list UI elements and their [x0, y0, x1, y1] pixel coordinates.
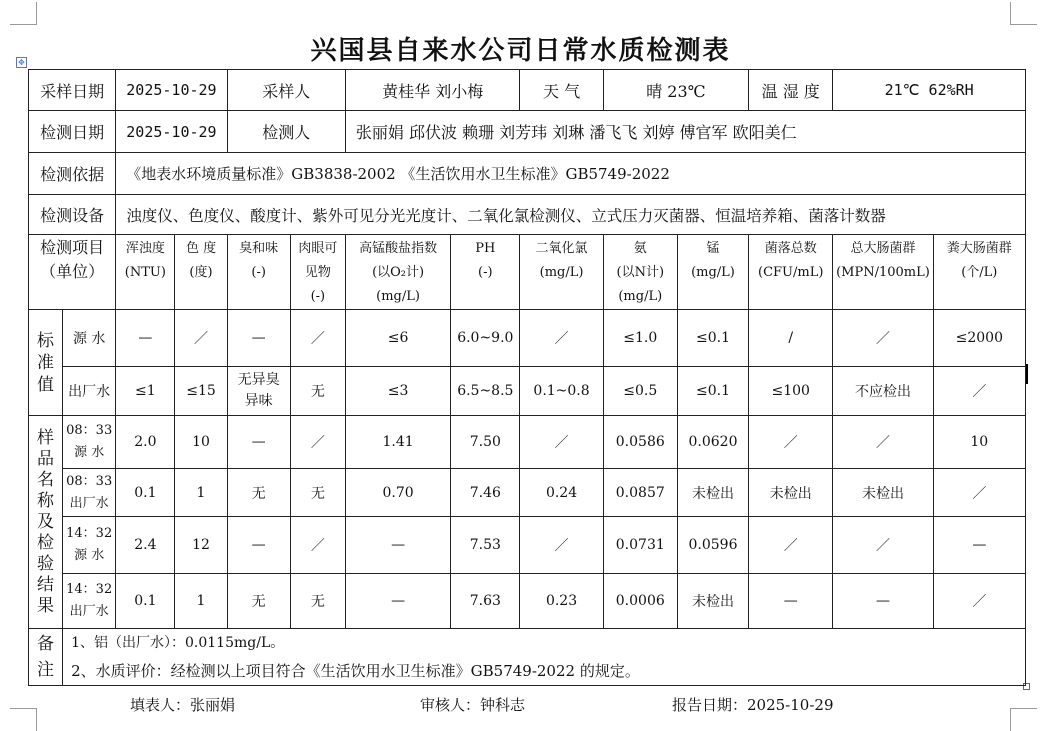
result-cell: 0.24 [520, 469, 603, 517]
sample-row-name [63, 574, 116, 629]
result-cell: ／ [833, 517, 933, 574]
column-header-unit: (mg/L) [539, 265, 584, 280]
result-cell: 无 [290, 469, 345, 517]
result-cell: ／ [520, 416, 603, 469]
column-header-name: 高锰酸盐指数 [359, 241, 438, 256]
result-cell: 0.0006 [603, 574, 677, 629]
vertical-label-text: 备注 [37, 634, 55, 680]
standard-cell: ≤0.5 [603, 367, 677, 416]
sampler-label: 采样人 [227, 70, 345, 111]
sample-row [29, 574, 1026, 629]
column-header-unit: (-) [310, 289, 326, 304]
standard-row [29, 310, 1026, 367]
page-corner-mark [10, 708, 37, 731]
column-header [175, 235, 227, 310]
result-cell: ／ [749, 416, 833, 469]
column-header-unit: (mg/L) [691, 265, 735, 280]
result-cell: — [345, 517, 450, 574]
sample-row-name [63, 517, 116, 574]
result-cell: ／ [933, 574, 1025, 629]
page-corner-mark [1010, 708, 1037, 731]
weather-value: 晴 23℃ [603, 70, 748, 111]
test-basis-label: 检测依据 [29, 153, 116, 195]
sample-time: 08：33 [66, 423, 113, 438]
standard-cell: ≤3 [345, 367, 450, 416]
standard-cell: 6.5~8.5 [451, 367, 520, 416]
sample-time: 14：32 [66, 526, 113, 541]
sample-row [29, 517, 1026, 574]
column-header [933, 235, 1025, 310]
remark-line: 1、铝（出厂水）：0.0115mg/L。 [71, 635, 285, 651]
column-header [345, 235, 450, 310]
column-header-name: 锰 [706, 241, 720, 256]
weather-label: 天 气 [520, 70, 603, 111]
column-header-unit: (以N计) [616, 265, 665, 280]
column-header-unit: (-) [478, 265, 493, 280]
table-row [29, 70, 1026, 111]
testers-value: 张丽娟 邱伏波 赖珊 刘芳玮 刘琳 潘飞飞 刘婷 傅官军 欧阳美仁 [345, 111, 1025, 153]
result-cell: 未检出 [677, 574, 748, 629]
column-header-unit: (NTU) [124, 265, 166, 280]
column-header-name: PH [475, 241, 496, 256]
test-date-value: 2025-10-29 [116, 111, 227, 153]
result-cell: 未检出 [833, 469, 933, 517]
vertical-label-text: 样品名称及检验结果 [37, 427, 55, 616]
page-corner-mark [1010, 2, 1037, 25]
result-cell: 0.0731 [603, 517, 677, 574]
test-date-label: 检测日期 [29, 111, 116, 153]
standard-cell: ≤15 [175, 367, 227, 416]
standard-cell: ／ [833, 310, 933, 367]
standard-cell: 6.0~9.0 [451, 310, 520, 367]
standard-cell-text: 无异臭异味 [237, 372, 280, 409]
result-cell: 0.23 [520, 574, 603, 629]
sample-time: 14：32 [66, 582, 113, 597]
column-header-unit: (mg/L) [618, 289, 663, 304]
standard-cell: ／ [520, 310, 603, 367]
column-header [520, 235, 603, 310]
column-header-unit: (度) [189, 265, 213, 280]
standard-cell [227, 367, 290, 416]
standard-cell: ／ [175, 310, 227, 367]
standard-cell: ≤1.0 [603, 310, 677, 367]
result-cell: 0.0596 [677, 517, 748, 574]
standard-cell: 不应检出 [833, 367, 933, 416]
standard-cell: ≤6 [345, 310, 450, 367]
vertical-label-text: 标准值 [37, 330, 55, 395]
result-cell: 无 [290, 574, 345, 629]
column-header-unit: (mg/L) [376, 289, 420, 304]
result-cell: 0.0620 [677, 416, 748, 469]
sample-section-label [29, 416, 63, 629]
result-cell: 7.46 [451, 469, 520, 517]
test-equipment-value: 浊度仪、色度仪、酸度计、紫外可见分光光度计、二氧化氯检测仪、立式压力灭菌器、恒温培养箱、菌落计数器 [116, 195, 1026, 235]
column-header-unit: (CFU/mL) [758, 265, 824, 280]
result-cell: — [833, 574, 933, 629]
result-cell: ／ [833, 416, 933, 469]
standard-row-name: 出厂水 [63, 367, 116, 416]
sample-type: 源 水 [74, 445, 105, 460]
column-header-name: 浑浊度 [125, 241, 165, 256]
sampler-value: 黄桂华 刘小梅 [345, 70, 520, 111]
result-cell: 1 [175, 469, 227, 517]
temp-humidity-value: 21℃ 62%RH [833, 70, 1026, 111]
page-corner-mark [10, 2, 37, 25]
standard-cell: ≤2000 [933, 310, 1025, 367]
result-cell: — [345, 574, 450, 629]
result-cell: 1 [175, 574, 227, 629]
result-cell: 无 [227, 469, 290, 517]
column-header-name: 肉眼可 [298, 241, 338, 256]
result-cell: 2.0 [116, 416, 175, 469]
column-header [677, 235, 748, 310]
remarks-content [63, 629, 1026, 686]
standard-cell: 无 [290, 367, 345, 416]
standard-cell: / [749, 310, 833, 367]
column-header [749, 235, 833, 310]
standard-cell: — [227, 310, 290, 367]
remark-line: 2、水质评价：经检测以上项目符合《生活饮用水卫生标准》GB5749-2022 的规定。 [71, 662, 640, 680]
result-cell: ／ [290, 416, 345, 469]
table-row [29, 195, 1026, 235]
sample-row-name [63, 469, 116, 517]
standard-cell: ／ [933, 367, 1025, 416]
result-cell: 2.4 [116, 517, 175, 574]
column-header-unit: (以O₂计) [372, 265, 425, 280]
column-header [290, 235, 345, 310]
table-move-handle-icon[interactable]: ✥ [16, 57, 27, 68]
column-header-unit: (个/L) [961, 265, 998, 280]
result-cell: ／ [520, 517, 603, 574]
column-header [451, 235, 520, 310]
column-header-unit: (-) [251, 265, 266, 280]
sample-type: 出厂水 [69, 604, 109, 619]
result-cell: 未检出 [677, 469, 748, 517]
column-header-name: 见物 [304, 265, 331, 280]
report-date: 报告日期：2025-10-29 [672, 696, 834, 714]
water-quality-table [28, 69, 1026, 686]
remarks-label [29, 629, 63, 686]
result-cell: 未检出 [749, 469, 833, 517]
result-cell: 7.50 [451, 416, 520, 469]
standard-cell: — [116, 310, 175, 367]
result-cell: 0.1 [116, 574, 175, 629]
column-header-name: 总大肠菌群 [850, 241, 916, 256]
standard-cell: ≤0.1 [677, 367, 748, 416]
tester-label: 检测人 [227, 111, 345, 153]
filler-signature: 填表人：张丽娟 [130, 696, 236, 714]
result-cell: 0.0586 [603, 416, 677, 469]
sample-type: 出厂水 [69, 495, 109, 511]
result-cell: 12 [175, 517, 227, 574]
sample-type: 源 水 [74, 548, 105, 563]
result-cell: 7.53 [451, 517, 520, 574]
standard-cell: ≤100 [749, 367, 833, 416]
result-cell: 7.63 [451, 574, 520, 629]
standard-cell: ≤1 [116, 367, 175, 416]
document-title: 兴国县自来水公司日常水质检测表 [310, 36, 731, 66]
remarks-row [29, 629, 1026, 686]
result-cell: ／ [749, 517, 833, 574]
sample-row [29, 416, 1026, 469]
result-cell: 0.1 [116, 469, 175, 517]
reviewer-signature: 审核人：钟科志 [420, 696, 526, 714]
result-cell: 10 [933, 416, 1025, 469]
column-header-name: 色 度 [185, 241, 217, 256]
standard-cell: 0.1~0.8 [520, 367, 603, 416]
item-header-unit: （单位） [40, 262, 105, 281]
standard-section-label [29, 310, 63, 416]
column-header-name: 臭和味 [239, 241, 279, 256]
standard-row-name: 源 水 [63, 310, 116, 367]
table-row [29, 153, 1026, 195]
sample-date-value: 2025-10-29 [116, 70, 227, 111]
standard-cell: ／ [290, 310, 345, 367]
item-header-label: 检测项目 [40, 238, 105, 257]
column-header-name: 菌落总数 [764, 241, 817, 256]
result-cell: 0.0857 [603, 469, 677, 517]
sample-date-label: 采样日期 [29, 70, 116, 111]
column-header-row [29, 235, 1026, 310]
result-cell: — [749, 574, 833, 629]
sample-time: 08：33 [66, 473, 113, 489]
column-header-name: 二氧化氯 [535, 241, 588, 256]
result-cell: 0.70 [345, 469, 450, 517]
table-row [29, 111, 1026, 153]
text-cursor [1026, 364, 1028, 384]
standard-cell: ≤0.1 [677, 310, 748, 367]
result-cell: 10 [175, 416, 227, 469]
sample-row-name [63, 416, 116, 469]
result-cell: — [227, 416, 290, 469]
column-header [116, 235, 175, 310]
column-header [227, 235, 290, 310]
result-cell: ／ [933, 469, 1025, 517]
sample-row [29, 469, 1026, 517]
result-cell: ／ [290, 517, 345, 574]
column-header [603, 235, 677, 310]
item-header [29, 235, 116, 310]
temp-humidity-label: 温 湿 度 [749, 70, 833, 111]
column-header [833, 235, 933, 310]
column-header-name: 粪大肠菌群 [946, 241, 1012, 256]
result-cell: — [227, 517, 290, 574]
result-cell: 无 [227, 574, 290, 629]
column-header-name: 氨 [633, 241, 647, 256]
column-header-unit: (MPN/100mL) [836, 265, 930, 280]
test-equipment-label: 检测设备 [29, 195, 116, 235]
result-cell: — [933, 517, 1025, 574]
standard-row [29, 367, 1026, 416]
result-cell: 1.41 [345, 416, 450, 469]
test-basis-value: 《地表水环境质量标准》GB3838-2002 《生活饮用水卫生标准》GB5749-2022 [116, 153, 1026, 195]
